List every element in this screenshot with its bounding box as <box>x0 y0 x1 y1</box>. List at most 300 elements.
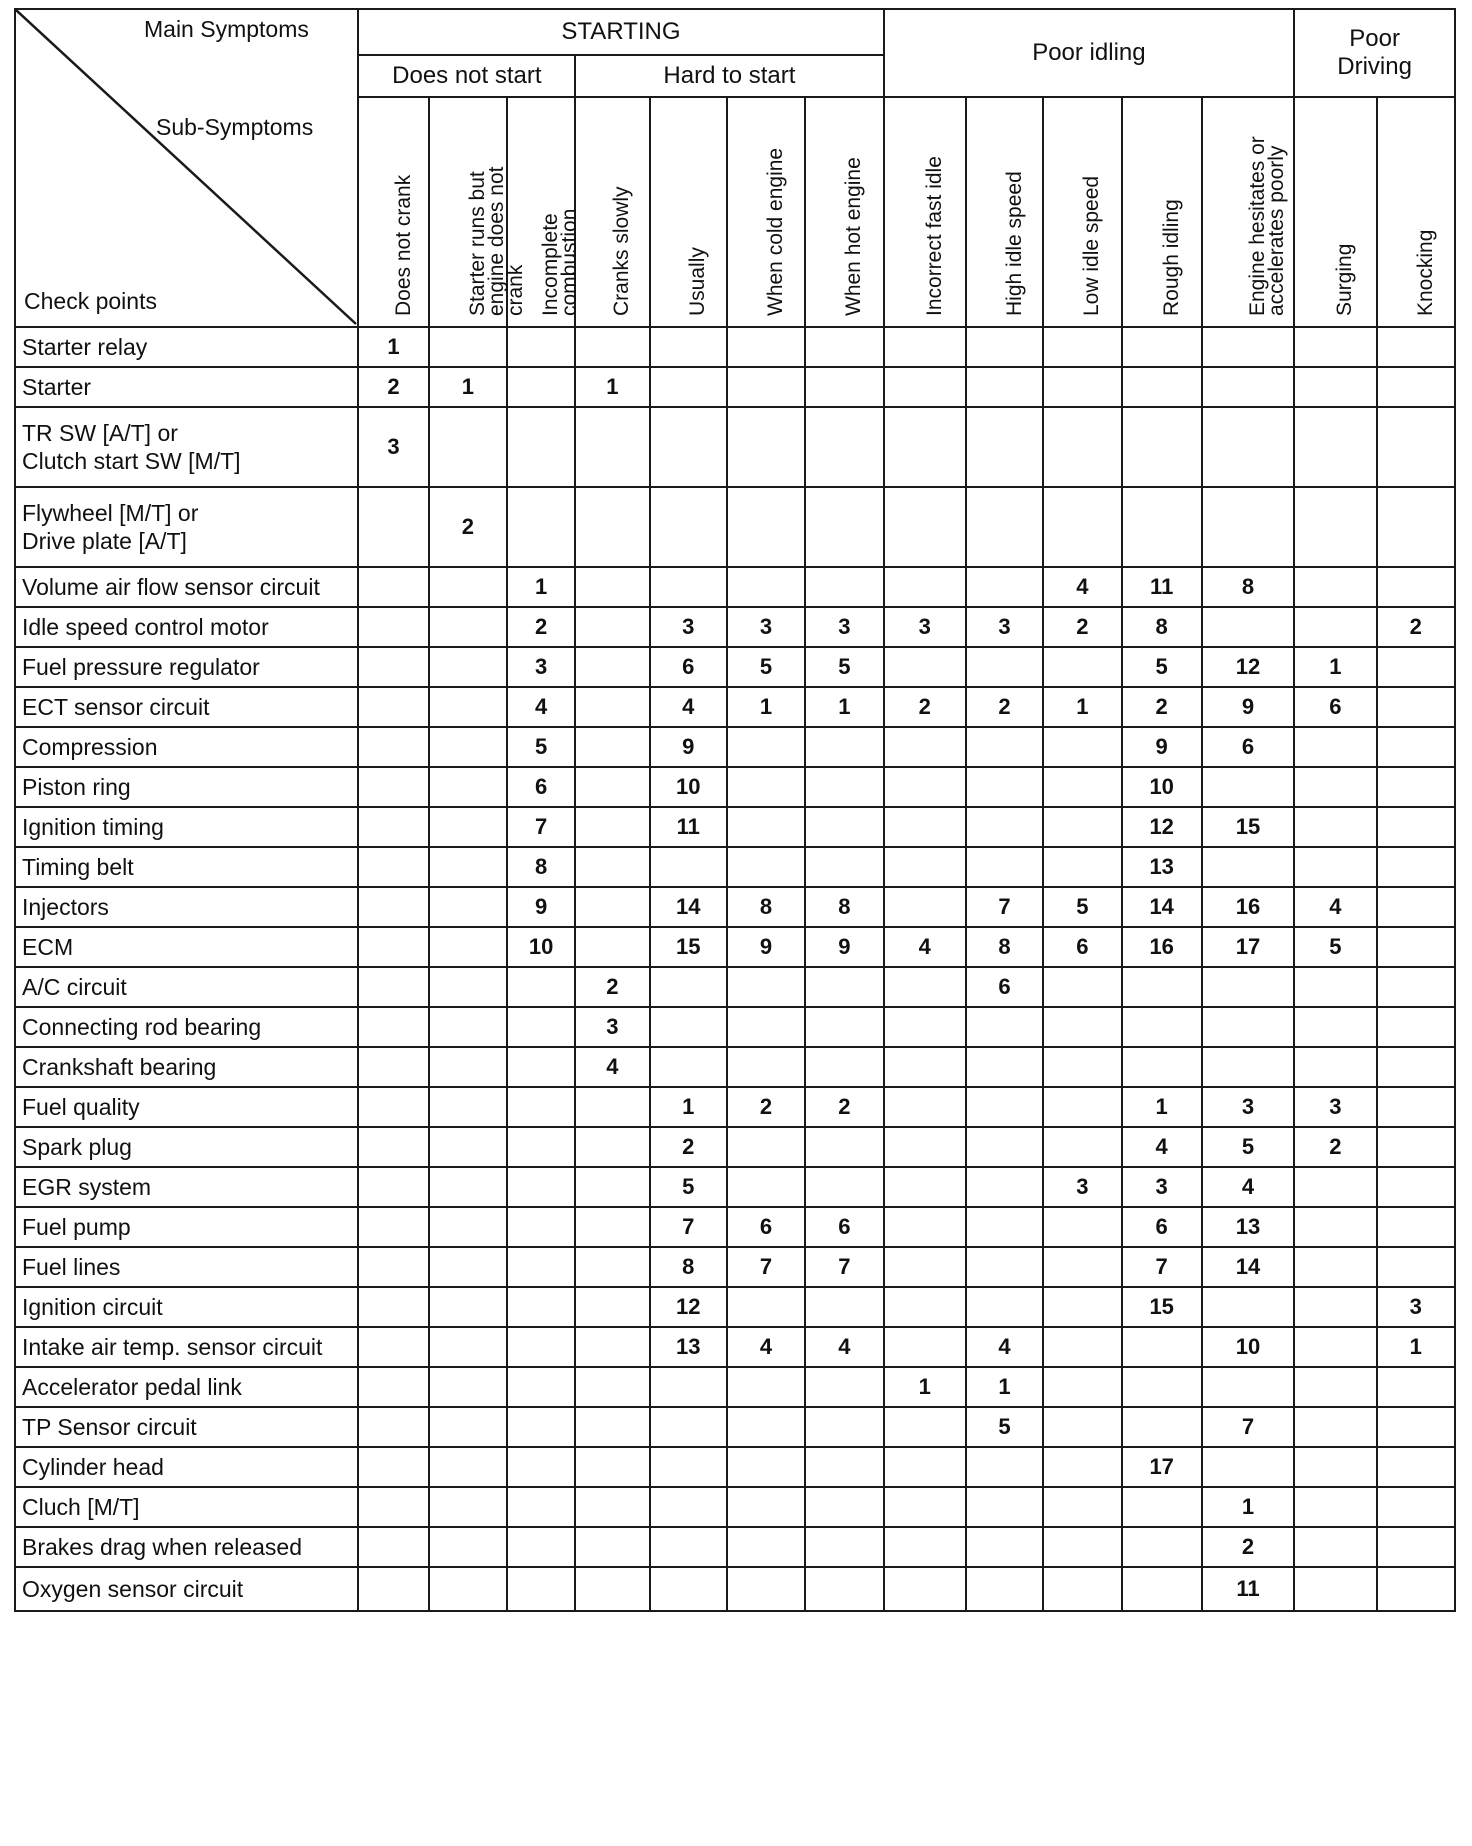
priority-cell: 6 <box>805 1207 883 1247</box>
priority-cell <box>966 1207 1043 1247</box>
priority-cell <box>507 327 575 367</box>
priority-cell <box>650 967 727 1007</box>
priority-cell <box>727 1367 805 1407</box>
priority-cell <box>966 1047 1043 1087</box>
priority-cell: 13 <box>650 1327 727 1367</box>
priority-cell <box>575 607 649 647</box>
priority-cell <box>1202 327 1294 367</box>
priority-cell <box>358 927 428 967</box>
priority-cell <box>650 1447 727 1487</box>
table-row <box>15 607 1455 647</box>
priority-cell <box>358 607 428 647</box>
sub-symptom-header <box>358 97 428 327</box>
priority-cell: 2 <box>507 607 575 647</box>
priority-cell <box>358 1327 428 1367</box>
priority-cell: 3 <box>358 407 428 487</box>
check-point-label: Accelerator pedal link <box>15 1367 358 1407</box>
priority-cell <box>966 1087 1043 1127</box>
priority-cell <box>650 847 727 887</box>
priority-cell: 5 <box>966 1407 1043 1447</box>
sub-symptom-header <box>650 97 727 327</box>
priority-cell <box>575 767 649 807</box>
priority-cell: 3 <box>966 607 1043 647</box>
priority-cell <box>884 367 966 407</box>
priority-cell <box>429 1567 507 1611</box>
priority-cell <box>1202 407 1294 487</box>
priority-cell: 1 <box>507 567 575 607</box>
sub-symptom-header <box>727 97 805 327</box>
priority-cell <box>1294 327 1376 367</box>
sub-symptom-label: Rough idling <box>1159 199 1183 316</box>
priority-cell: 4 <box>884 927 966 967</box>
priority-cell: 6 <box>1043 927 1121 967</box>
priority-cell <box>1377 927 1455 967</box>
priority-cell <box>507 1327 575 1367</box>
priority-cell <box>358 1367 428 1407</box>
priority-cell: 4 <box>650 687 727 727</box>
priority-cell <box>727 767 805 807</box>
priority-cell: 5 <box>650 1167 727 1207</box>
priority-cell <box>429 1407 507 1447</box>
priority-cell <box>1377 1007 1455 1047</box>
check-point-label: Starter <box>15 367 358 407</box>
priority-cell <box>1043 367 1121 407</box>
priority-cell <box>429 927 507 967</box>
priority-cell <box>805 1527 883 1567</box>
priority-cell: 4 <box>507 687 575 727</box>
priority-cell: 6 <box>1202 727 1294 767</box>
priority-cell: 15 <box>1202 807 1294 847</box>
group-starting: STARTING <box>358 9 883 55</box>
priority-cell <box>358 1247 428 1287</box>
priority-cell: 2 <box>1202 1527 1294 1567</box>
priority-cell <box>1043 1087 1121 1127</box>
priority-cell <box>1294 1447 1376 1487</box>
priority-cell: 7 <box>805 1247 883 1287</box>
sub-symptom-header <box>805 97 883 327</box>
check-point-label: Cylinder head <box>15 1447 358 1487</box>
priority-cell <box>1043 807 1121 847</box>
priority-cell <box>575 1327 649 1367</box>
priority-cell <box>805 1127 883 1167</box>
priority-cell <box>650 1367 727 1407</box>
priority-cell <box>884 807 966 847</box>
priority-cell <box>1122 1047 1202 1087</box>
priority-cell <box>358 1407 428 1447</box>
table-row <box>15 1367 1455 1407</box>
priority-cell <box>727 1527 805 1567</box>
priority-cell <box>884 1487 966 1527</box>
priority-cell <box>575 327 649 367</box>
priority-cell <box>1377 1127 1455 1167</box>
priority-cell <box>966 367 1043 407</box>
priority-cell <box>1043 1007 1121 1047</box>
priority-cell <box>358 647 428 687</box>
table-row <box>15 1167 1455 1207</box>
priority-cell <box>507 1407 575 1447</box>
sub-symptom-label: Incorrect fast idle <box>922 156 946 316</box>
priority-cell: 9 <box>650 727 727 767</box>
group-hard-to-start: Hard to start <box>575 55 883 97</box>
priority-cell: 12 <box>1122 807 1202 847</box>
priority-cell <box>1043 487 1121 567</box>
table-row <box>15 887 1455 927</box>
priority-cell: 13 <box>1122 847 1202 887</box>
table-row <box>15 767 1455 807</box>
priority-cell: 5 <box>507 727 575 767</box>
priority-cell: 6 <box>966 967 1043 1007</box>
priority-cell <box>727 1287 805 1327</box>
table-row <box>15 1247 1455 1287</box>
priority-cell <box>575 1207 649 1247</box>
priority-cell <box>575 647 649 687</box>
check-point-label: Flywheel [M/T] or Drive plate [A/T] <box>15 487 358 567</box>
priority-cell <box>805 767 883 807</box>
priority-cell <box>1122 1327 1202 1367</box>
priority-cell <box>727 367 805 407</box>
priority-cell: 3 <box>1043 1167 1121 1207</box>
priority-cell: 5 <box>1043 887 1121 927</box>
priority-cell <box>507 1567 575 1611</box>
priority-cell: 1 <box>429 367 507 407</box>
check-point-label: Crankshaft bearing <box>15 1047 358 1087</box>
table-row <box>15 327 1455 367</box>
priority-cell <box>507 407 575 487</box>
priority-cell: 12 <box>650 1287 727 1327</box>
priority-cell <box>575 887 649 927</box>
check-point-label: EGR system <box>15 1167 358 1207</box>
priority-cell <box>1294 807 1376 847</box>
table-row <box>15 1287 1455 1327</box>
priority-cell <box>1377 407 1455 487</box>
priority-cell <box>1377 1527 1455 1567</box>
priority-cell <box>727 1047 805 1087</box>
priority-cell <box>1043 1367 1121 1407</box>
priority-cell <box>429 1207 507 1247</box>
priority-cell: 17 <box>1202 927 1294 967</box>
priority-cell <box>884 1207 966 1247</box>
sub-symptom-header <box>429 97 527 327</box>
priority-cell <box>507 1207 575 1247</box>
sub-symptom-header <box>575 97 649 327</box>
priority-cell <box>650 1007 727 1047</box>
priority-cell <box>1294 767 1376 807</box>
check-point-label: Timing belt <box>15 847 358 887</box>
table-row <box>15 567 1455 607</box>
priority-cell <box>429 1007 507 1047</box>
priority-cell <box>1043 1247 1121 1287</box>
priority-cell: 11 <box>1122 567 1202 607</box>
priority-cell: 6 <box>727 1207 805 1247</box>
priority-cell: 6 <box>1122 1207 1202 1247</box>
check-point-label: Starter relay <box>15 327 358 367</box>
priority-cell: 2 <box>884 687 966 727</box>
sub-symptom-label: When cold engine <box>764 147 788 316</box>
priority-cell: 2 <box>1377 607 1455 647</box>
priority-cell <box>1294 1367 1376 1407</box>
table-row <box>15 1487 1455 1527</box>
check-point-label: Cluch [M/T] <box>15 1487 358 1527</box>
priority-cell <box>1122 1527 1202 1567</box>
priority-cell: 7 <box>1202 1407 1294 1447</box>
priority-cell: 2 <box>805 1087 883 1127</box>
priority-cell <box>966 1567 1043 1611</box>
priority-cell <box>429 807 507 847</box>
priority-cell <box>1294 727 1376 767</box>
table-row <box>15 1567 1455 1611</box>
priority-cell: 16 <box>1202 887 1294 927</box>
priority-cell <box>1202 487 1294 567</box>
priority-cell: 1 <box>1202 1487 1294 1527</box>
check-point-label: Ignition circuit <box>15 1287 358 1327</box>
priority-cell: 3 <box>1377 1287 1455 1327</box>
priority-cell <box>805 847 883 887</box>
priority-cell <box>429 407 507 487</box>
sub-symptom-label: Knocking <box>1413 229 1437 316</box>
priority-cell: 5 <box>1202 1127 1294 1167</box>
priority-cell <box>507 1487 575 1527</box>
priority-cell <box>966 767 1043 807</box>
priority-cell: 5 <box>727 647 805 687</box>
priority-cell <box>1377 567 1455 607</box>
priority-cell <box>507 1127 575 1167</box>
priority-cell: 10 <box>1122 767 1202 807</box>
priority-cell: 1 <box>1294 647 1376 687</box>
priority-cell: 6 <box>507 767 575 807</box>
priority-cell: 14 <box>650 887 727 927</box>
check-point-label: Volume air flow sensor circuit <box>15 567 358 607</box>
priority-cell <box>575 1127 649 1167</box>
priority-cell <box>1043 1127 1121 1167</box>
priority-cell <box>575 1487 649 1527</box>
priority-cell <box>650 367 727 407</box>
table-row <box>15 807 1455 847</box>
priority-cell <box>727 1007 805 1047</box>
priority-cell: 7 <box>727 1247 805 1287</box>
sub-symptom-label: Cranks slowly <box>610 186 634 316</box>
priority-cell <box>575 1167 649 1207</box>
table-row <box>15 967 1455 1007</box>
priority-cell: 15 <box>1122 1287 1202 1327</box>
priority-cell: 3 <box>805 607 883 647</box>
priority-cell: 2 <box>966 687 1043 727</box>
priority-cell <box>805 1447 883 1487</box>
priority-cell <box>358 1007 428 1047</box>
table-row <box>15 927 1455 967</box>
priority-cell <box>966 1487 1043 1527</box>
priority-cell <box>805 487 883 567</box>
priority-cell: 2 <box>1294 1127 1376 1167</box>
priority-cell <box>966 1167 1043 1207</box>
priority-cell <box>884 1527 966 1567</box>
priority-cell <box>805 1407 883 1447</box>
priority-cell <box>1202 1367 1294 1407</box>
priority-cell <box>727 807 805 847</box>
priority-cell <box>429 1247 507 1287</box>
check-point-label: Oxygen sensor circuit <box>15 1567 358 1611</box>
priority-cell <box>429 887 507 927</box>
priority-cell <box>884 327 966 367</box>
priority-cell <box>1294 487 1376 567</box>
priority-cell <box>507 1167 575 1207</box>
priority-cell <box>884 487 966 567</box>
priority-cell <box>884 727 966 767</box>
priority-cell <box>1294 847 1376 887</box>
priority-cell <box>358 1527 428 1567</box>
priority-cell <box>1377 767 1455 807</box>
priority-cell: 4 <box>1202 1167 1294 1207</box>
priority-cell <box>1294 1407 1376 1447</box>
priority-cell <box>1377 1487 1455 1527</box>
priority-cell: 12 <box>1202 647 1294 687</box>
priority-cell <box>884 967 966 1007</box>
priority-cell <box>358 967 428 1007</box>
sub-symptom-label: When hot engine <box>842 157 866 316</box>
priority-cell <box>1202 967 1294 1007</box>
sub-symptom-label: Surging <box>1333 243 1357 316</box>
priority-cell: 2 <box>650 1127 727 1167</box>
priority-cell: 13 <box>1202 1207 1294 1247</box>
priority-cell <box>650 1047 727 1087</box>
priority-cell: 11 <box>1202 1567 1294 1611</box>
priority-cell <box>1294 1287 1376 1327</box>
priority-cell: 1 <box>1043 687 1121 727</box>
sub-symptom-label: High idle speed <box>1002 171 1026 316</box>
priority-cell <box>650 487 727 567</box>
check-point-label: Compression <box>15 727 358 767</box>
priority-cell <box>884 1087 966 1127</box>
priority-cell <box>650 1487 727 1527</box>
priority-cell <box>358 687 428 727</box>
priority-cell: 11 <box>650 807 727 847</box>
priority-cell <box>1043 1327 1121 1367</box>
priority-cell <box>1122 327 1202 367</box>
sub-symptom-header <box>1122 97 1202 327</box>
priority-cell <box>575 407 649 487</box>
priority-cell <box>805 567 883 607</box>
priority-cell <box>1377 1167 1455 1207</box>
priority-cell <box>1294 407 1376 487</box>
priority-cell <box>1202 1447 1294 1487</box>
priority-cell <box>575 1367 649 1407</box>
priority-cell <box>884 847 966 887</box>
sub-symptom-header <box>966 97 1043 327</box>
sub-symptom-header <box>884 97 966 327</box>
priority-cell: 2 <box>1043 607 1121 647</box>
priority-cell <box>575 927 649 967</box>
priority-cell <box>884 1287 966 1327</box>
priority-cell <box>884 1327 966 1367</box>
priority-cell <box>358 727 428 767</box>
check-point-label: Fuel pump <box>15 1207 358 1247</box>
table-row <box>15 1527 1455 1567</box>
sub-symptom-header <box>1202 97 1294 327</box>
priority-cell <box>1377 887 1455 927</box>
priority-cell <box>358 567 428 607</box>
table-row <box>15 687 1455 727</box>
priority-cell: 7 <box>1122 1247 1202 1287</box>
priority-cell: 5 <box>1122 647 1202 687</box>
priority-cell <box>1377 1567 1455 1611</box>
priority-cell <box>805 1047 883 1087</box>
check-point-label: Spark plug <box>15 1127 358 1167</box>
priority-cell <box>805 407 883 487</box>
priority-cell <box>1043 1527 1121 1567</box>
priority-cell <box>1202 847 1294 887</box>
priority-cell <box>507 1087 575 1127</box>
priority-cell <box>966 807 1043 847</box>
symptom-table <box>14 8 1456 1612</box>
priority-cell <box>1377 1087 1455 1127</box>
priority-cell <box>1043 1047 1121 1087</box>
priority-cell: 4 <box>805 1327 883 1367</box>
priority-cell: 2 <box>358 367 428 407</box>
check-point-label: Injectors <box>15 887 358 927</box>
priority-cell <box>358 1287 428 1327</box>
priority-cell: 1 <box>884 1367 966 1407</box>
priority-cell <box>1294 1327 1376 1367</box>
priority-cell <box>1202 1287 1294 1327</box>
priority-cell <box>1043 1447 1121 1487</box>
priority-cell: 6 <box>1294 687 1376 727</box>
group-does-not-start: Does not start <box>358 55 575 97</box>
table-row <box>15 727 1455 767</box>
priority-cell: 5 <box>1294 927 1376 967</box>
priority-cell <box>575 727 649 767</box>
table-row <box>15 1207 1455 1247</box>
priority-cell <box>358 1127 428 1167</box>
priority-cell <box>727 1407 805 1447</box>
priority-cell <box>727 487 805 567</box>
priority-cell <box>429 847 507 887</box>
priority-cell <box>1377 367 1455 407</box>
priority-cell <box>884 647 966 687</box>
priority-cell <box>1202 1047 1294 1087</box>
priority-cell <box>575 807 649 847</box>
priority-cell <box>1122 367 1202 407</box>
priority-cell <box>727 1487 805 1527</box>
priority-cell <box>429 1487 507 1527</box>
priority-cell <box>358 487 428 567</box>
priority-cell <box>507 1367 575 1407</box>
priority-cell <box>429 607 507 647</box>
priority-cell <box>1043 727 1121 767</box>
priority-cell <box>884 567 966 607</box>
priority-cell <box>1377 1447 1455 1487</box>
priority-cell <box>1377 807 1455 847</box>
priority-cell <box>966 1247 1043 1287</box>
priority-cell: 10 <box>650 767 727 807</box>
priority-cell <box>358 807 428 847</box>
check-point-label: Piston ring <box>15 767 358 807</box>
priority-cell <box>575 567 649 607</box>
priority-cell <box>429 1167 507 1207</box>
table-row <box>15 1447 1455 1487</box>
check-points-label: Check points <box>24 288 157 314</box>
sub-symptom-header <box>507 97 582 327</box>
priority-cell: 2 <box>575 967 649 1007</box>
priority-cell <box>429 1287 507 1327</box>
check-point-label: Fuel quality <box>15 1087 358 1127</box>
priority-cell <box>727 407 805 487</box>
priority-cell <box>429 767 507 807</box>
priority-cell <box>1377 487 1455 567</box>
check-point-label: Connecting rod bearing <box>15 1007 358 1047</box>
priority-cell <box>966 727 1043 767</box>
group-poor-idling: Poor idling <box>884 9 1295 97</box>
priority-cell <box>727 1567 805 1611</box>
priority-cell <box>884 1127 966 1167</box>
